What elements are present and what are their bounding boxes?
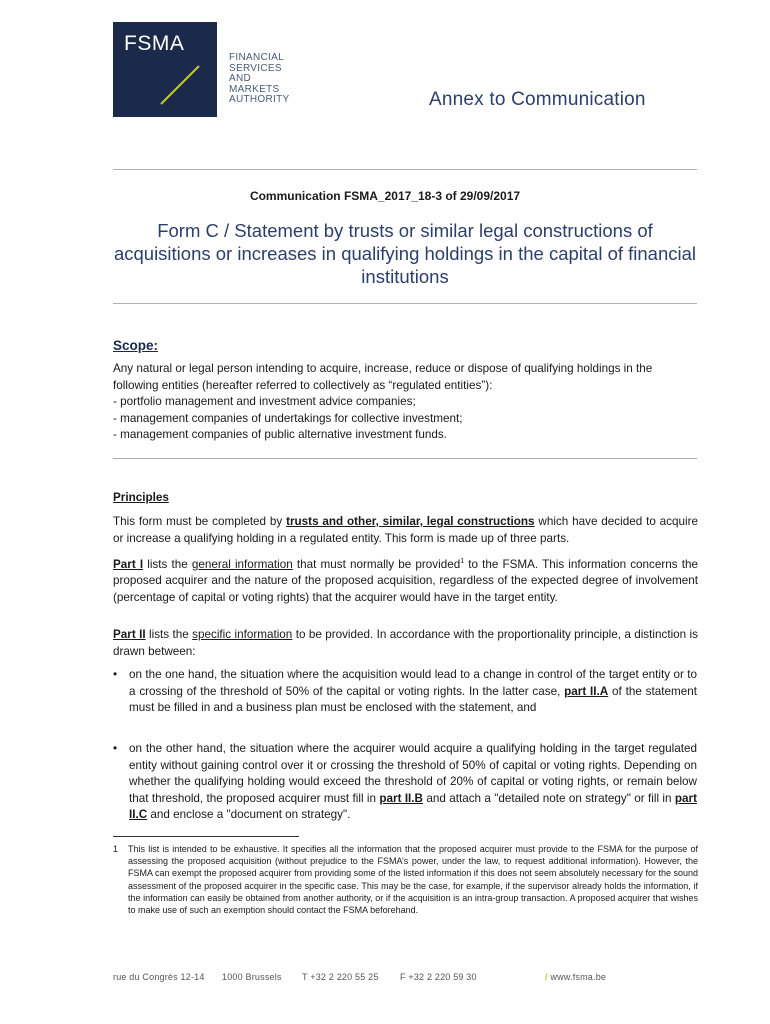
divider: [113, 303, 697, 304]
bullet-text: [129, 667, 697, 717]
logo-line: SERVICES: [229, 62, 282, 74]
text-run: on the other hand, the situation where the acquirer would acquire a qualifying holding in the target regulated entity without gaining control over it or crossing the threshold of 50% of capital or voting rights. Depending on whether the qualifying holding would exceed the threshold of 20% of capital or voting rights, or remain below that threshold, the proposed acquirer must fill in: [129, 742, 697, 805]
footer-fax: F +32 2 220 59 30: [400, 972, 477, 982]
emphasis-text: trusts and other, similar, legal constructions: [286, 515, 535, 528]
footer-web-link[interactable]: www.fsma.be: [550, 972, 607, 982]
bullet-icon: •: [113, 668, 118, 681]
principles-heading: Principles: [113, 491, 169, 504]
part-ii-label: Part II: [113, 628, 146, 641]
footer-address: rue du Congrès 12-14: [113, 972, 205, 982]
scope-item: - portfolio management and investment advice companies;: [113, 395, 416, 408]
text-run: on the one hand, the situation where the acquisition would lead to a change in control of the target entity or to a crossing of the threshold of 50% of the capital or voting rights. In the latter case,: [129, 668, 697, 698]
principles-paragraph-1: [113, 514, 698, 547]
logo-wordmark: [229, 53, 289, 106]
text-run: lists the: [145, 628, 193, 641]
bullet-icon: •: [113, 742, 118, 755]
bullet-text: [129, 741, 697, 824]
part-i-label: Part I: [113, 557, 144, 571]
footnote-ref: 1: [460, 558, 465, 565]
text-run: that must normally be provided: [292, 557, 461, 571]
logo-slash-icon: [113, 22, 217, 117]
scope-item: - management companies of public alternative investment funds.: [113, 428, 447, 441]
footnote-mark: 1: [113, 844, 119, 854]
text-run: lists the: [143, 557, 192, 571]
footer-phone: T +32 2 220 55 25: [302, 972, 379, 982]
text-run: of the statement must be filled in and a business plan must be enclosed with the statement, and: [129, 684, 697, 714]
principles-paragraph-2: [113, 554, 698, 606]
text-run: to be provided. In accordance with the proportionality principle, a distinction is drawn between:: [113, 628, 698, 658]
text-run: This form must be completed by: [113, 515, 287, 528]
specific-information-text: specific information: [192, 628, 293, 641]
annex-heading: Annex to Communication: [429, 89, 646, 110]
scope-heading: Scope:: [113, 338, 159, 353]
divider: [113, 458, 697, 459]
part-ii-a-label: part II.A: [564, 684, 609, 698]
text-run: which have decided to acquire or increase a qualifying holding in a regulated entity. This form is made up of three parts.: [113, 515, 699, 545]
general-information-text: general information: [191, 557, 293, 571]
fsma-logo: [113, 22, 217, 117]
part-ii-b-label: part II.B: [379, 791, 423, 805]
scope-item: - management companies of undertakings for collective investment;: [113, 411, 463, 425]
text-run: and enclose a "document on strategy".: [147, 808, 351, 821]
slash-icon: /: [545, 972, 548, 982]
logo-line: FINANCIAL: [229, 52, 284, 63]
principles-paragraph-3: [113, 627, 698, 660]
logo-abbr: FSMA: [124, 32, 185, 55]
scope-intro: Any natural or legal person intending to acquire, increase, reduce or dispose of qualifying holdings in the following entities (hereafter referred to collectively as “regulated entities”):: [113, 362, 653, 392]
logo-line: AND: [229, 73, 252, 84]
communication-reference: Communication FSMA_2017_18-3 of 29/09/2017: [249, 189, 521, 203]
logo-line: AUTHORITY: [229, 94, 290, 105]
footnote-divider: [113, 836, 299, 837]
divider: [113, 169, 697, 170]
text-run: to the FSMA. This information concerns the proposed acquirer and the nature of the proposed acquisition, regardless of the expected degree of involvement (percentage of capital or voting rights) that the acquirer would have in the target entity.: [113, 557, 699, 604]
text-run: and attach a "detailed note on strategy" or fill in: [423, 791, 675, 805]
footnote-text: This list is intended to be exhaustive. It specifies all the information that the proposed acquirer must provide to the FSMA for the purpose of assessing the proposed acquisition (without prejudice to the FSMA’s power, under the law, to request additional information). However, the FSMA can exempt the proposed acquirer from providing some of the listed information if this does not seem absolutely necessary for the sound assessment of the proposed acquirer in the specific case. This may be the case, for example, if the supervisor already holds the information, if the information can easily be obtained from another authority, or if the acquisition is an intra-group transaction. A proposed acquirer that wishes to make use of such an exemption should contact the FSMA beforehand.: [128, 844, 698, 916]
form-title: Form C / Statement by trusts or similar legal constructions of acquisitions or increases in qualifying holdings in the capital of financial institutions: [113, 220, 697, 287]
logo-line: MARKETS: [229, 83, 280, 95]
footer-website[interactable]: [545, 972, 606, 982]
part-ii-c-label: part II.C: [129, 791, 697, 821]
footer-city: 1000 Brussels: [222, 972, 282, 982]
scope-body: [113, 361, 698, 444]
